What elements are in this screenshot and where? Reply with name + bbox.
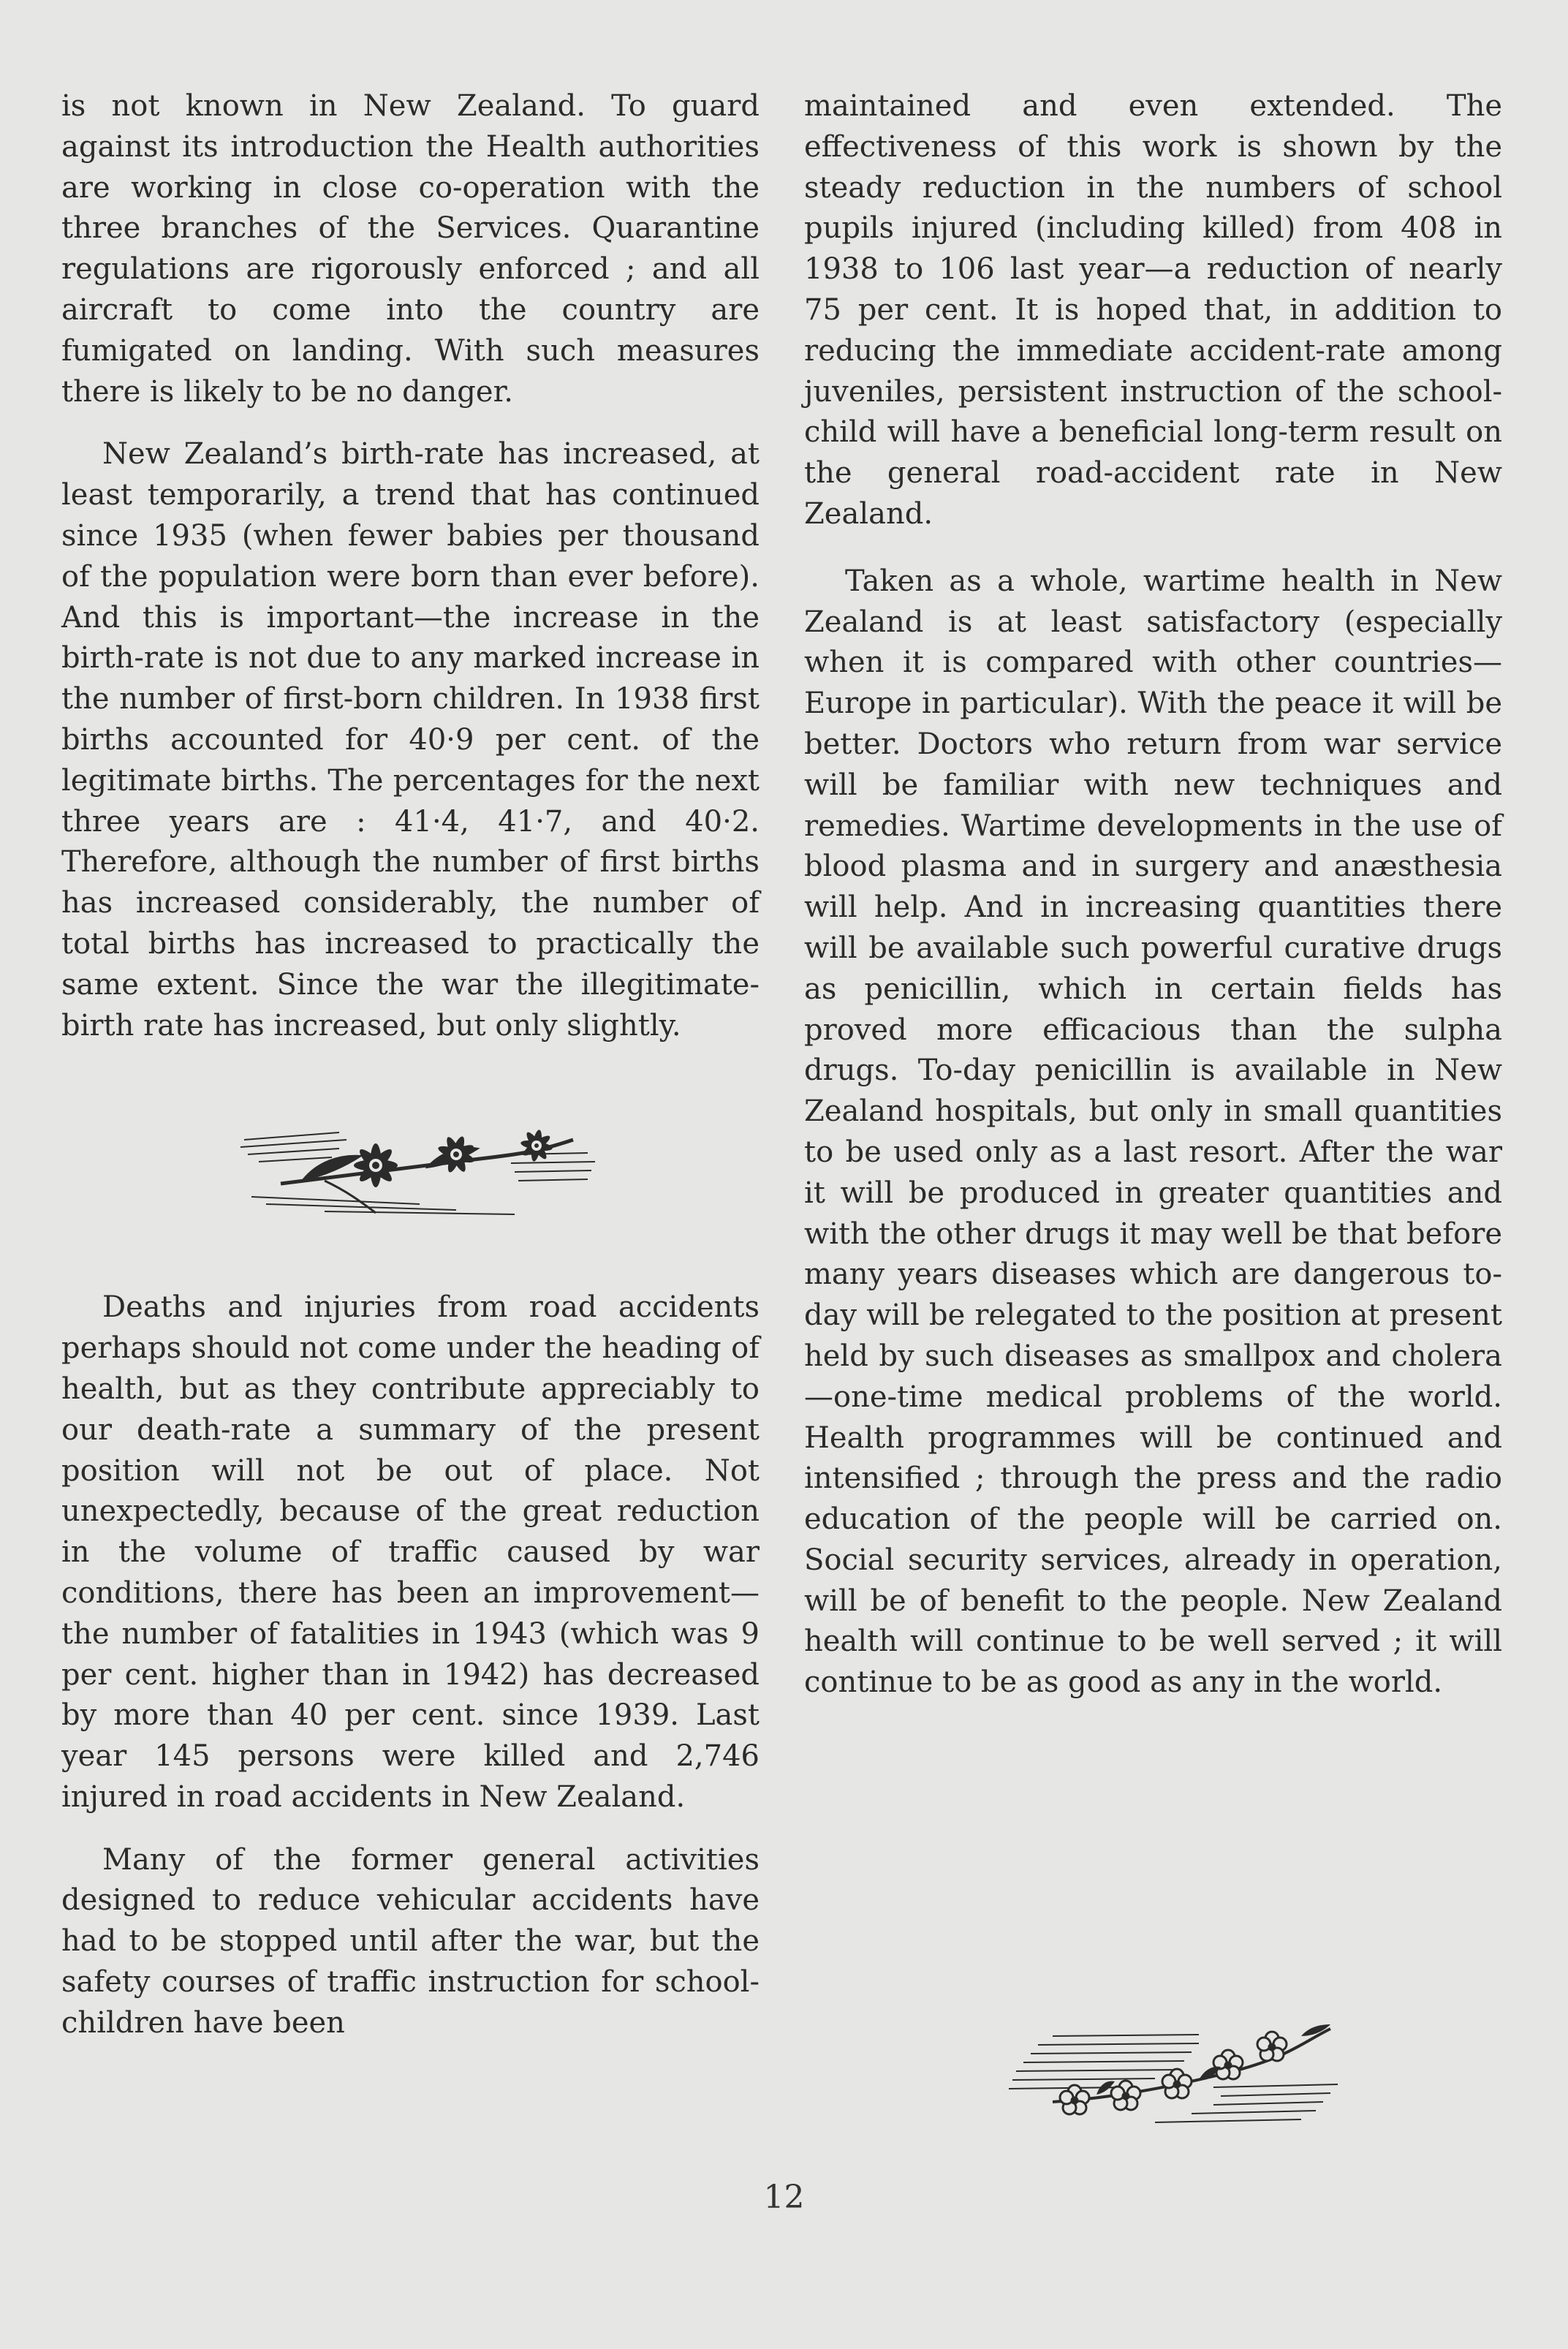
flower-garland-ornament (1009, 2014, 1352, 2131)
right-column (804, 86, 1502, 1703)
paragraph-road-accidents: Deaths and injuries from road accidents perhaps should not come under the heading of health, but as they contribute appreciably to our death-rate a summary of the present position will not be out of place. Not unexpectedly, because of the great reduction in the volume of traffic caused by war conditions, there has been an improvement—the number of fatalities in 1943 (which was 9 per cent. higher than in 1942) has decreased by more than 40 per cent. since 1939. Last year 145 persons were killed and 2,746 injured in road accidents in New Zealand. (61, 1290, 760, 1814)
paragraph-wartime-health: Taken as a whole, wartime health in New Zealand is at least satisfactory (especially when it is compared with other countries—Europe in particular). With the peace it will be better. Doctors who return from war service will be familiar with new techniques and remedies. Wartime developments in the use of blood plasma and in surgery and anæsthesia will help. And in increasing quantities there will be available such powerful curative drugs as penicillin, which in certain fields has proved more efficacious than the sulpha drugs. To-day penicillin is available in New Zealand hospitals, but only in small quantities to be used only as a last resort. After the war it will be produced in greater quantities and with the other drugs it may well be that before many years diseases which are dangerous to-day will be relegated to the position at present held by such diseases as smallpox and cholera—one-time medical problems of the world. Health programmes will be continued and intensified ; through the press and the radio education of the people will be carried on. Social security services, already in operation, will be of benefit to the people. New Zealand health will continue to be well served ; it will continue to be as good as any in the world. (804, 564, 1502, 1700)
paragraph-safety-courses: maintained and even extended. The effectiveness of this work is shown by the steady reduction in the numbers of school pupils injured (including killed) from 408 in 1938 to 106 last year—a reduction of nearly 75 per cent. It is hoped that, in addition to reducing the immediate accident-rate among juveniles, persistent instruction of the school-child will have a beneficial long-term result on the general road-accident rate in New Zealand. (804, 89, 1502, 531)
paragraph-traffic-instruction: Many of the former general activities designed to reduce vehicular accidents have had to be stopped until after the war, but the safety courses of traffic instruction for school-children have been (61, 1842, 760, 2040)
page-number: 12 (763, 2179, 805, 2216)
paragraph-birth-rate: New Zealand’s birth-rate has increased, at least temporarily, a trend that has continued since 1935 (when fewer babies per thousand of the population were born than ever before). And this is important—the increase in the birth-rate is not due to any marked increase in the number of first-born children. In 1938 first births accounted for 40·9 per cent. of the legitimate births. The percentages for the next three years are : 41·4, 41·7, and 40·2. Therefore, although the number of first births has increased considerably, the number of total births has increased to practically the same extent. Since the war the illegitimate-birth rate has increased, but only slightly. (61, 437, 760, 1043)
left-column (61, 86, 760, 2044)
flower-sprig-ornament (237, 1111, 602, 1220)
paragraph-quarantine: is not known in New Zealand. To guard against its introduction the Health authorities are working in close co-operation with the three branches of the Services. Quarantine regulations are rigorously enforced ; and all aircraft to come into the country are fumigated on landing. With such measures there is likely to be no danger. (61, 89, 760, 409)
